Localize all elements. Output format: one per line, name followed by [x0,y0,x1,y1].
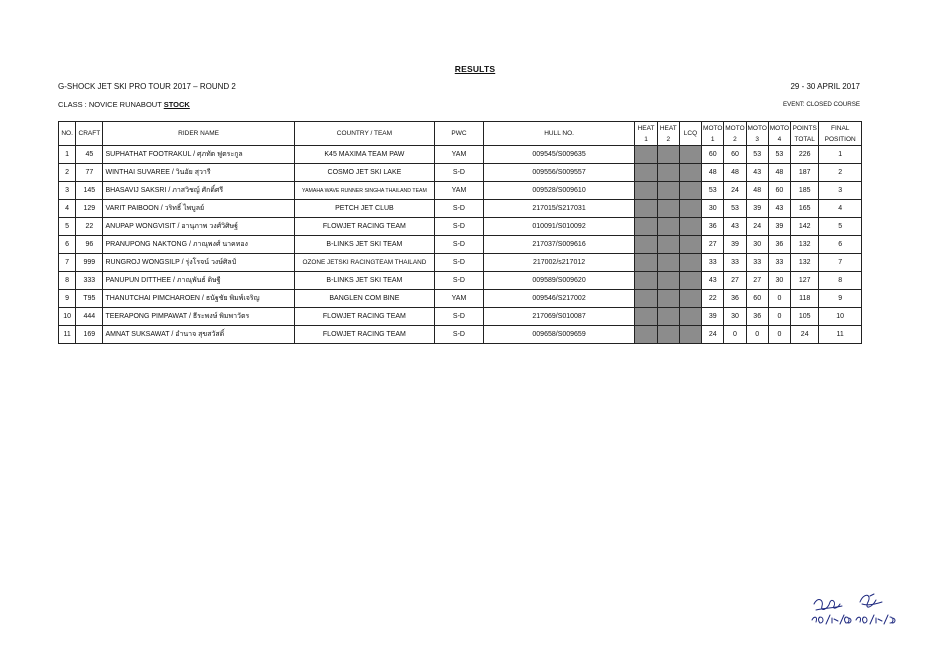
cell-team: PETCH JET CLUB [294,200,435,218]
table-row [59,218,862,236]
cell-moto-3: 36 [746,308,768,326]
cell-craft: 129 [76,200,103,218]
cell-hull: 217002/s217012 [483,254,635,272]
cell-team: B-LINKS JET SKI TEAM [294,272,435,290]
cell-hull: 009545/S009635 [483,146,635,164]
cell-pwc: S-D [435,326,484,344]
cell-total: 118 [791,290,819,308]
cell-team: BANGLEN COM BINE [294,290,435,308]
cell-moto-3: 0 [746,326,768,344]
cell-heat-1 [635,254,657,272]
cell-team: OZONE JETSKI RACINGTEAM THAILAND [294,254,435,272]
cell-position: 2 [819,164,862,182]
cell-lcq [679,200,701,218]
cell-moto-4: 30 [768,272,790,290]
cell-no: 2 [59,164,76,182]
cell-pwc: S-D [435,272,484,290]
cell-moto-1: 36 [702,218,724,236]
cell-moto-2: 43 [724,218,746,236]
cell-team: B-LINKS JET SKI TEAM [294,236,435,254]
cell-position: 8 [819,272,862,290]
class-line [58,100,190,109]
cell-team: FLOWJET RACING TEAM [294,326,435,344]
cell-moto-3: 24 [746,218,768,236]
cell-position: 9 [819,290,862,308]
handwritten-signature [810,590,900,630]
table-row [59,200,862,218]
header-lcq: LCQ [679,122,701,146]
table-row [59,254,862,272]
cell-lcq [679,182,701,200]
cell-craft: 96 [76,236,103,254]
cell-moto-2: 53 [724,200,746,218]
cell-pwc: S-D [435,236,484,254]
header-moto-1-num: 1 [702,134,724,146]
cell-moto-1: 22 [702,290,724,308]
cell-pwc: YAM [435,182,484,200]
class-prefix: CLASS : NOVICE RUNABOUT [58,100,164,109]
cell-hull: 009528/S009610 [483,182,635,200]
header-moto-2-num: 2 [724,134,746,146]
cell-no: 3 [59,182,76,200]
cell-craft: T95 [76,290,103,308]
cell-no: 11 [59,326,76,344]
cell-pwc: S-D [435,254,484,272]
header-moto-4: MOTO [768,122,790,135]
cell-moto-3: 27 [746,272,768,290]
header-pwc: PWC [435,122,484,146]
cell-heat-2 [657,308,679,326]
cell-craft: 77 [76,164,103,182]
cell-hull: 009556/S009557 [483,164,635,182]
cell-moto-3: 53 [746,146,768,164]
cell-no: 7 [59,254,76,272]
cell-rider-name: PRANUPONG NAKTONG / ภาณุพงศ์ นาคทอง [103,236,294,254]
cell-no: 8 [59,272,76,290]
cell-team: FLOWJET RACING TEAM [294,308,435,326]
cell-position: 10 [819,308,862,326]
event-date: 29 - 30 APRIL 2017 [790,82,860,91]
cell-team: YAMAHA WAVE RUNNER SINGHA THAILAND TEAM [294,182,435,200]
cell-moto-1: 39 [702,308,724,326]
cell-moto-4: 36 [768,236,790,254]
table-row [59,308,862,326]
cell-total: 187 [791,164,819,182]
cell-moto-1: 48 [702,164,724,182]
header-moto-1: MOTO [702,122,724,135]
cell-moto-4: 39 [768,218,790,236]
cell-pwc: S-D [435,308,484,326]
cell-heat-2 [657,290,679,308]
cell-rider-name: AMNAT SUKSAWAT / อำนาจ สุขสวัสดิ์ [103,326,294,344]
header-rider-name: RIDER NAME [103,122,294,146]
cell-heat-2 [657,254,679,272]
header-moto-4-num: 4 [768,134,790,146]
cell-lcq [679,218,701,236]
event-name: G-SHOCK JET SKI PRO TOUR 2017 – ROUND 2 [58,82,236,91]
cell-heat-1 [635,236,657,254]
cell-heat-2 [657,146,679,164]
cell-heat-2 [657,182,679,200]
cell-total: 132 [791,236,819,254]
cell-hull: 009658/S009659 [483,326,635,344]
cell-heat-1 [635,308,657,326]
cell-hull: 217037/S009616 [483,236,635,254]
cell-moto-2: 24 [724,182,746,200]
cell-no: 9 [59,290,76,308]
cell-team: K45 MAXIMA TEAM PAW [294,146,435,164]
table-row [59,164,862,182]
cell-moto-1: 30 [702,200,724,218]
cell-position: 1 [819,146,862,164]
cell-heat-1 [635,326,657,344]
header-no: NO. [59,122,76,146]
cell-rider-name: THANUTCHAI PIMCHAROEN / ธนัฐชัย พิมพ์เจริญ [103,290,294,308]
cell-team: FLOWJET RACING TEAM [294,218,435,236]
cell-position: 4 [819,200,862,218]
header-heat-1: HEAT [635,122,657,135]
page-title: RESULTS [454,64,496,74]
cell-moto-4: 0 [768,326,790,344]
cell-heat-2 [657,218,679,236]
header-moto-3: MOTO [746,122,768,135]
cell-moto-4: 33 [768,254,790,272]
event-type: EVENT: CLOSED COURSE [782,101,860,108]
cell-rider-name: BHASAVIJ SAKSRI / ภาสวิชญ์ ศักดิ์ศรี [103,182,294,200]
cell-total: 185 [791,182,819,200]
header-hull-no: HULL NO. [483,122,635,146]
cell-heat-1 [635,218,657,236]
cell-rider-name: PANUPUN DITTHEE / ภาณุพันธ์ ดิษฐี [103,272,294,290]
table-row [59,326,862,344]
cell-craft: 999 [76,254,103,272]
cell-hull: 010091/S010092 [483,218,635,236]
header-moto-2: MOTO [724,122,746,135]
cell-moto-2: 33 [724,254,746,272]
cell-rider-name: ANUPAP WONGVISIT / อานุภาพ วงศ์วิศิษฐ์ [103,218,294,236]
cell-total: 127 [791,272,819,290]
cell-moto-1: 24 [702,326,724,344]
cell-heat-2 [657,200,679,218]
cell-position: 5 [819,218,862,236]
cell-heat-1 [635,200,657,218]
cell-moto-1: 60 [702,146,724,164]
cell-lcq [679,164,701,182]
cell-position: 3 [819,182,862,200]
cell-no: 4 [59,200,76,218]
cell-lcq [679,236,701,254]
cell-heat-1 [635,146,657,164]
header-position: POSITION [819,134,862,146]
cell-total: 226 [791,146,819,164]
cell-craft: 145 [76,182,103,200]
cell-moto-2: 48 [724,164,746,182]
cell-lcq [679,308,701,326]
cell-total: 165 [791,200,819,218]
cell-position: 7 [819,254,862,272]
cell-lcq [679,290,701,308]
cell-no: 1 [59,146,76,164]
cell-craft: 444 [76,308,103,326]
cell-moto-2: 0 [724,326,746,344]
cell-moto-3: 43 [746,164,768,182]
cell-moto-3: 60 [746,290,768,308]
cell-heat-2 [657,236,679,254]
cell-moto-3: 30 [746,236,768,254]
cell-moto-2: 60 [724,146,746,164]
cell-moto-1: 33 [702,254,724,272]
cell-no: 6 [59,236,76,254]
cell-heat-2 [657,326,679,344]
cell-heat-1 [635,164,657,182]
cell-craft: 169 [76,326,103,344]
cell-moto-4: 60 [768,182,790,200]
cell-no: 10 [59,308,76,326]
header-craft: CRAFT [76,122,103,146]
cell-rider-name: WINTHAI SUVAREE / วินอัย สุวารี [103,164,294,182]
cell-moto-2: 27 [724,272,746,290]
cell-pwc: S-D [435,218,484,236]
cell-craft: 22 [76,218,103,236]
cell-pwc: YAM [435,290,484,308]
cell-hull: 009589/S009620 [483,272,635,290]
cell-position: 6 [819,236,862,254]
cell-rider-name: VARIT PAIBOON / วริทธิ์ ไพบูลย์ [103,200,294,218]
header-total: TOTAL [791,134,819,146]
cell-craft: 45 [76,146,103,164]
cell-moto-4: 0 [768,290,790,308]
cell-moto-1: 27 [702,236,724,254]
cell-heat-1 [635,182,657,200]
cell-position: 11 [819,326,862,344]
cell-moto-2: 30 [724,308,746,326]
cell-rider-name: SUPHATHAT FOOTRAKUL / ศุภทัต ฟูตระกูล [103,146,294,164]
class-category: STOCK [163,100,190,109]
cell-lcq [679,272,701,290]
cell-moto-2: 39 [724,236,746,254]
cell-team: COSMO JET SKI LAKE [294,164,435,182]
header-heat-2: HEAT [657,122,679,135]
header-moto-3-num: 3 [746,134,768,146]
results-table [58,121,862,344]
table-row [59,182,862,200]
cell-rider-name: TEERAPONG PIMPAWAT / ธีระพงษ์ พิมพาวัตร [103,308,294,326]
cell-moto-4: 43 [768,200,790,218]
cell-moto-3: 48 [746,182,768,200]
header-country-team: COUNTRY / TEAM [294,122,435,146]
header-heat-2-num: 2 [657,134,679,146]
cell-craft: 333 [76,272,103,290]
cell-pwc: S-D [435,164,484,182]
cell-lcq [679,254,701,272]
table-row [59,272,862,290]
cell-moto-4: 0 [768,308,790,326]
cell-moto-4: 48 [768,164,790,182]
cell-lcq [679,326,701,344]
cell-moto-1: 53 [702,182,724,200]
cell-no: 5 [59,218,76,236]
cell-heat-2 [657,164,679,182]
cell-moto-4: 53 [768,146,790,164]
cell-moto-1: 43 [702,272,724,290]
header-heat-1-num: 1 [635,134,657,146]
cell-total: 132 [791,254,819,272]
header-points: POINTS [791,122,819,135]
cell-hull: 009546/S217002 [483,290,635,308]
cell-total: 142 [791,218,819,236]
cell-moto-2: 36 [724,290,746,308]
cell-heat-1 [635,290,657,308]
cell-hull: 217015/S217031 [483,200,635,218]
cell-pwc: YAM [435,146,484,164]
cell-total: 24 [791,326,819,344]
table-row [59,236,862,254]
cell-lcq [679,146,701,164]
cell-rider-name: RUNGROJ WONGSILP / รุ่งโรจน์ วงษ์ศิลป์ [103,254,294,272]
header-final: FINAL [819,122,862,135]
cell-moto-3: 39 [746,200,768,218]
cell-hull: 217069/S010087 [483,308,635,326]
cell-total: 105 [791,308,819,326]
table-row [59,290,862,308]
table-row [59,146,862,164]
cell-pwc: S-D [435,200,484,218]
cell-moto-3: 33 [746,254,768,272]
cell-heat-1 [635,272,657,290]
cell-heat-2 [657,272,679,290]
